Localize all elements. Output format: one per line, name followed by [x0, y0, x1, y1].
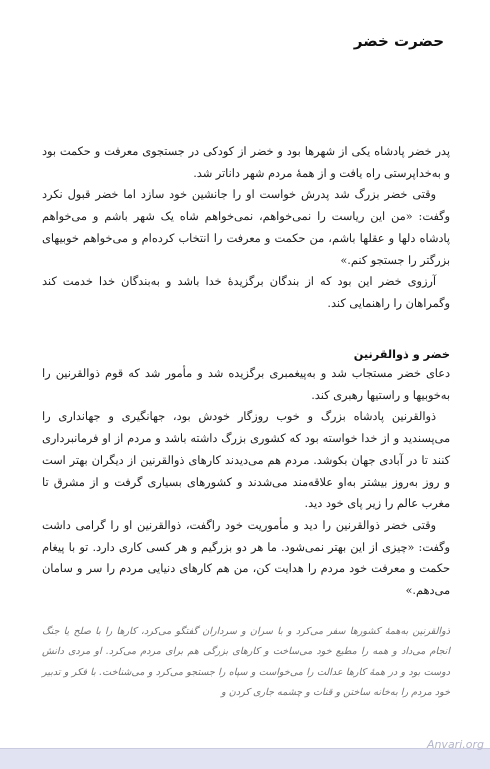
paragraph: دعای خضر مستجاب شد و به‌پیغمبری برگزیده شد و مأمور شد که قوم ذوالقرنین را به‌خوبیها و راستیها رهبری کند. — [42, 367, 450, 402]
faded-paragraph: ذوالقرنین به‌همهٔ کشورها سفر می‌کرد و با سران و سرداران گفتگو می‌کرد، کارها را با صلح یا جنگ انجام می‌داد و همه را مطیع خود می‌ساخت و کارهای بزرگی هم برای مردم می‌کرد. او مردی دانش دوست بود و در همهٔ کارها عدالت را می‌خواست و سپاه را جستجو می‌کرد و می‌شناخت. با فکر و تدبیر خود مردم را به‌خانه ساختن و قنات و چشمه جاری کردن و — [42, 625, 450, 699]
section-khidr-dhulqarnayn — [42, 363, 450, 602]
page-title: حضرت خضر — [353, 32, 444, 50]
paragraph: ذوالقرنین پادشاه بزرگ و خوب روزگار خودش بود، جهانگیری و جهانداری را می‌پسندید و از خدا خواسته بود که کشوری بزرگ داشته باشد و مردم از او فرمانبرداری کنند تا در آبادی جهان بکوشد. مردم هم می‌دیدند کارهای ذوالقرنین از دیگران بهتر است و روز به‌روز بیشتر به‌او علاقه‌مند می‌شدند و کشورهای بسیاری گرفت و از مشرق تا مغرب عالم را زیر پای خود دید. — [42, 410, 450, 511]
paragraph: وقتی خضر ذوالقرنین را دید و مأموریت خود راگفت، ذوالقرنین او را گرامی داشت وگفت: «چیزی از این بهتر نمی‌شود. ما هر دو بزرگیم و هر کسی کاری دارد. تو با پیغام حکمت و معرفت خود مردم را هدایت کن، من هم کارهای دنیایی مردم را سر و سامان می‌دهم.» — [42, 518, 450, 598]
watermark: Anvari.org — [426, 738, 484, 751]
paragraph: وقتی خضر بزرگ شد پدرش خواست او را جانشین خود سازد اما خضر قبول نکرد وگفت: «من این ریاست را نمی‌خواهم، نمی‌خواهم شاه یک شهر باشم و می‌خواهم پادشاه دلها و عقلها باشم، من حکمت و معرفت را انتخاب کرده‌ام و می‌خواهم خوبیهای بزرگتر را جستجو کنم.» — [42, 188, 450, 267]
paragraph: آرزوی خضر این بود که از بندگان برگزیدهٔ خدا باشد و به‌بندگان خدا خدمت کند وگمراهان را راهنمایی کند. — [42, 275, 450, 310]
paragraph: پدر خضر پادشاه یکی از شهرها بود و خضر از کودکی در جستجوی معرفت و حکمت بود و به‌خداپرستی راه یافت و از همهٔ مردم شهر داناتر شد. — [42, 145, 450, 180]
footer-bar — [0, 748, 490, 769]
section-subtitle: خضر و ذوالقرنین — [353, 348, 450, 361]
section-intro — [42, 141, 450, 315]
